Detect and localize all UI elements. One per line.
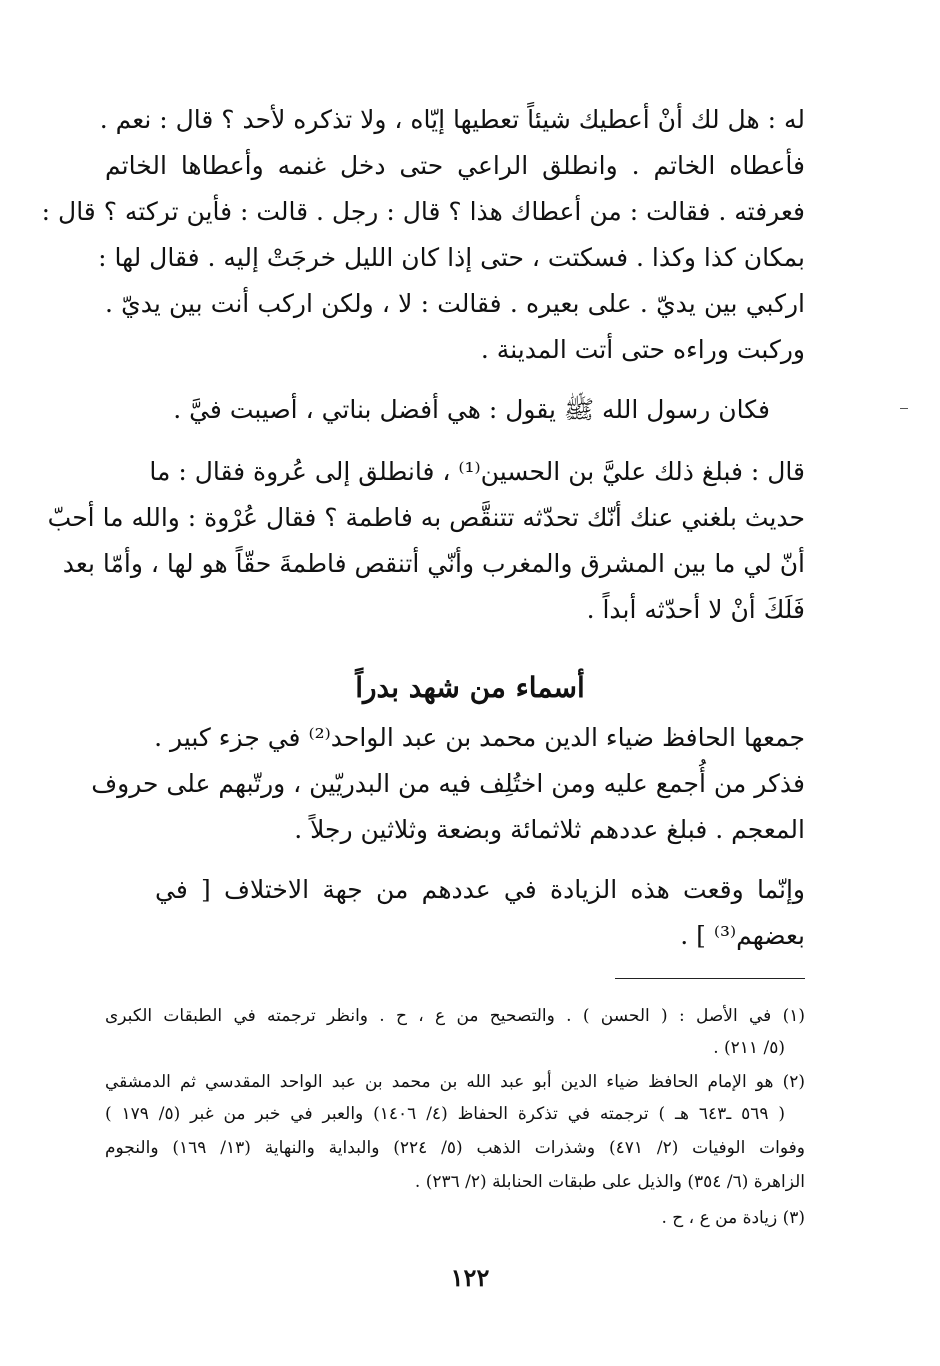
body-line: فأعطاه الخاتم . وانطلق الراعي حتى دخل غنمه وأعطاها الخاتم <box>105 151 805 180</box>
footnote-line: الزاهرة (٦/ ٣٥٤) والذيل على طبقات الحنابلة (٢/ ٢٣٦) . <box>414 1172 805 1192</box>
footnote-line: وفوات الوفيات (٢/ ٤٧١) وشذرات الذهب (٥/ ٢٢٤) والبداية والنهاية (١٣/ ١٦٩) والنجوم <box>105 1138 805 1158</box>
body-line: أنّ لي ما بين المشرق والمغرب وأنّي أتنقص فاطمةَ حقّاً هو لها ، وأمّا بعد <box>62 549 805 578</box>
body-line: بمكان كذا وكذا . فسكتت ، حتى إذا كان الليل خرجَتْ إليه . فقال لها : <box>98 243 805 272</box>
margin-mark <box>900 408 908 409</box>
body-line: فكان رسول الله ﷺ يقول : هي أفضل بناتي ، أصيبت فيَّ . <box>173 395 770 424</box>
body-line: اركبي بين يديّ . على بعيره . فقالت : لا ، ولكن اركب أنت بين يديّ . <box>105 289 805 318</box>
body-line: وركبت وراءه حتى أتت المدينة . <box>480 335 805 364</box>
page-number: ١٢٢ <box>450 1263 490 1292</box>
body-line: حديث بلغني عنك أنّك تحدّثه تتنقَّص به فاطمة ؟ فقال عُرْوة : والله ما أحبّ <box>47 503 805 532</box>
body-line: وإنّما وقعت هذه الزيادة في عددهم من جهة الاختلاف [ في <box>155 875 805 904</box>
footnote-separator <box>615 978 805 979</box>
footnote-line: (٥/ ٢١١) . <box>713 1038 785 1058</box>
footnote-line: (٢) هو الإمام الحافظ ضياء الدين أبو عبد الله بن محمد بن عبد الواحد المقدسي ثم الدمشقي <box>105 1072 805 1092</box>
body-line: فذكر من أُجمع عليه ومن اختُلِف فيه من البدريّين ، ورتّبهم على حروف <box>91 769 805 798</box>
body-line: قال : فبلغ ذلك عليَّ بن الحسين⁽¹⁾ ، فانطلق إلى عُروة فقال : ما <box>149 457 805 486</box>
footnote-line: ( ٥٦٩ ـ٦٤٣ هـ ) ترجمته في تذكرة الحفاظ (٤/ ١٤٠٦) والعبر في خبر من غبر (٥/ ١٧٩ ) <box>105 1104 785 1124</box>
footnote-line: (١) في الأصل : ( الحسن ) . والتصحيح من ع ، ح . وانظر ترجمته في الطبقات الكبرى <box>105 1006 805 1026</box>
body-line: بعضهم⁽³⁾ ] . <box>680 921 805 950</box>
body-line: المعجم . فبلغ عددهم ثلاثمائة وبضعة وثلاثين رجلاً . <box>294 815 805 844</box>
body-line: له : هل لك أنْ أعطيك شيئاً تعطيها إيّاه ، ولا تذكره لأحد ؟ قال : نعم . <box>99 105 805 134</box>
body-line: فَلَكَ أنْ لا أحدّثه أبداً . <box>586 595 805 624</box>
section-heading: أسماء من شهد بدراً <box>355 671 585 704</box>
body-line: فعرفته . فقالت : من أعطاك هذا ؟ قال : رجل . قالت : فأين تركته ؟ قال : <box>41 197 805 226</box>
body-line: جمعها الحافظ ضياء الدين محمد بن عبد الواحد⁽²⁾ في جزء كبير . <box>154 723 805 752</box>
footnote-line: (٣) زيادة من ع ، ح . <box>661 1208 805 1228</box>
